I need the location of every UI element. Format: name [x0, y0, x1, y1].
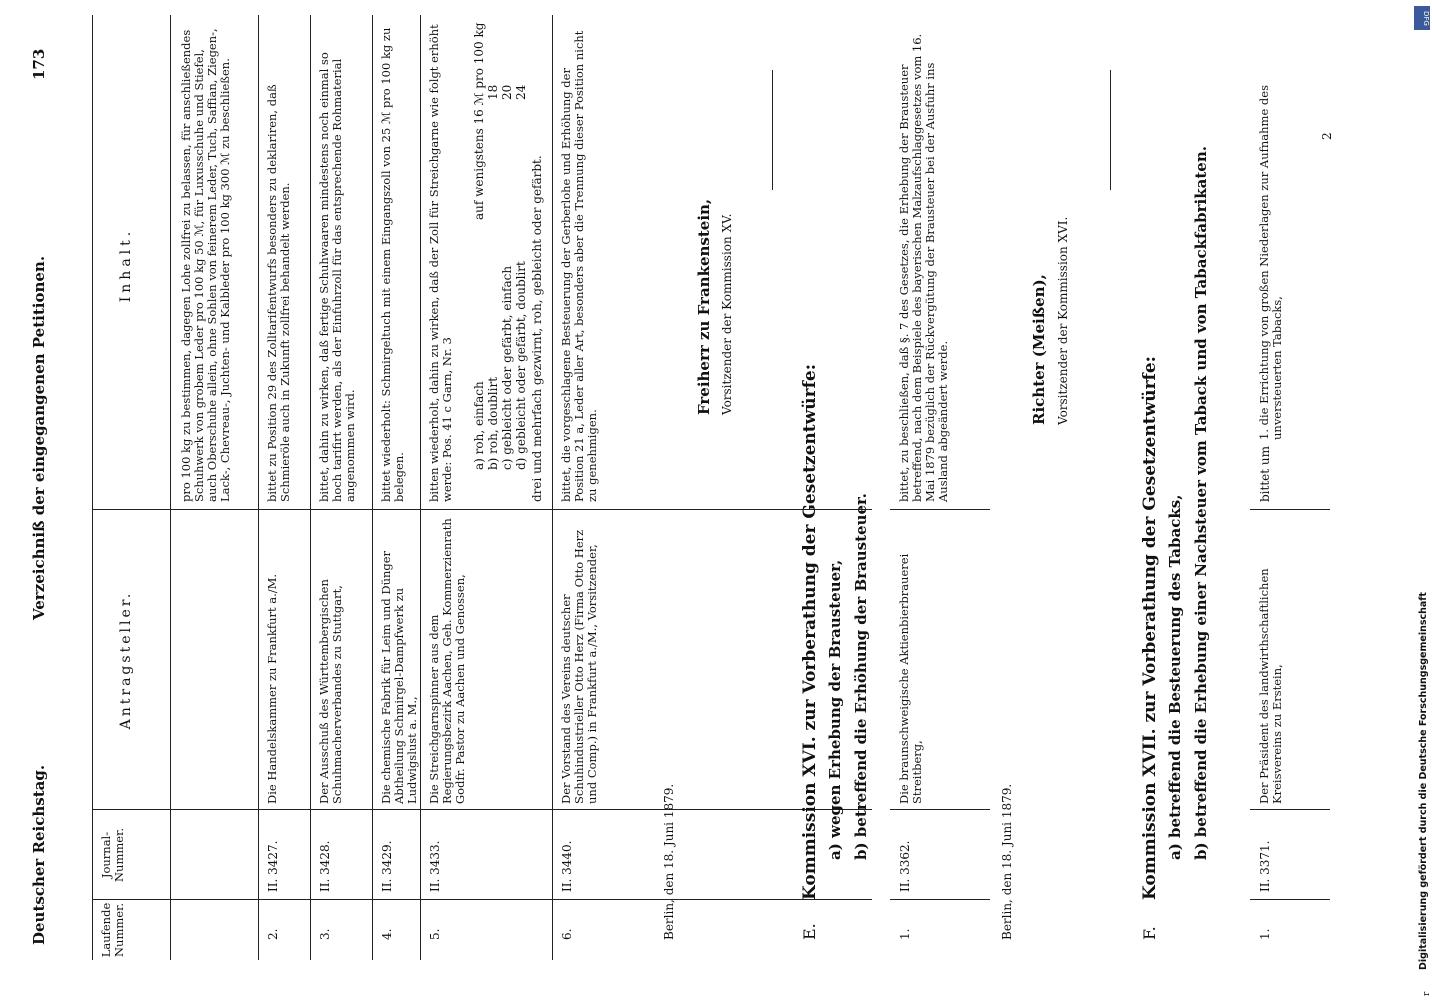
row-antragsteller: Der Ausschuß des Württembergischen Schuhmacherverbandes zu Stuttgart, [317, 579, 344, 804]
row-journal: II. 3427. [266, 840, 280, 892]
row-inhalt-intro: bittet um [1258, 445, 1272, 502]
row-inhalt: bittet, dahin zu wirken, daß fertige Schuhwaaren mindestens noch einmal so hoch tarifirt werden, als der Einfuhrzoll für das entsprechende Rohmaterial angenommen wird. [317, 52, 357, 502]
corner-mark: r [1422, 991, 1432, 996]
signature-role: Vorsitzender der Kommission XV. [720, 213, 734, 415]
garn-item-label: c) gebleicht oder gefärbt, einfach [500, 265, 514, 470]
row-antragsteller: Die chemische Fabrik für Leim und Dünger Abtheilung Schmirgel-Dampfwerk zu Ludwigslust a. M., [379, 550, 419, 804]
garn-item-value: 24 [514, 84, 528, 100]
col-header-lfd: Laufende Nummer. [99, 902, 126, 958]
col-divider-2 [92, 809, 872, 810]
col-divider-1 [890, 899, 990, 900]
row-journal: II. 3440. [560, 840, 574, 892]
col-divider-2 [890, 809, 990, 810]
page-mark: 2 [1320, 132, 1334, 140]
signature-name: Freiherr zu Frankenstein, [695, 198, 713, 415]
col-divider-1 [92, 899, 872, 900]
col-divider-3 [1250, 509, 1330, 510]
section-title: Kommission XVI. zur Vorberathung der Gesetzentwürfe: [800, 364, 820, 900]
row-lfd: 4. [380, 928, 394, 940]
row-rule [372, 15, 373, 960]
garn-item-value: 20 [500, 84, 514, 100]
garn-item-label: b) roh, doublirt [486, 376, 500, 470]
row-journal: II. 3362. [898, 840, 912, 892]
separator-rule [772, 70, 773, 190]
col-divider-3 [890, 509, 990, 510]
row-journal: II. 3433. [428, 840, 442, 892]
section-item-a: a) betreffend die Besteuerung des Tabacks, [1166, 494, 1184, 860]
row-journal: II. 3428. [318, 840, 332, 892]
dfg-logo: DFG [1414, 6, 1430, 30]
header-title-left: Deutscher Reichstag. [30, 764, 48, 945]
garn-item-value: auf wenigstens 16 ℳ pro 100 kg [472, 22, 486, 220]
digitization-credit-text: Digitalisierung gefördert durch die Deutsche Forschungsgemeinschaft [1418, 592, 1429, 970]
row-lfd: 2. [266, 928, 280, 940]
col-divider-1 [1250, 899, 1330, 900]
row-lfd: 5. [428, 928, 442, 940]
row-inhalt: bittet, die vorgeschlagene Besteuerung der Gerberlohe und Erhöhung der Position 21 a, Leder aller Art, besonders aber die Trennung dieser Position nicht zu genehmigen. [559, 30, 599, 502]
row-rule [258, 15, 259, 960]
signature-name: Richter (Meißen), [1030, 274, 1048, 425]
garn-item-value: 18 [486, 84, 500, 100]
row-inhalt: bitten wiederholt, dahin zu wirken, daß der Zoll für Streichgarne wie folgt erhöht werde: Pos. 41 c Garn, Nr. 3 [427, 24, 454, 502]
row-antragsteller: Der Präsident des landwirthschaftlichen Kreisvereins zu Erstein, [1257, 568, 1284, 804]
garn-item-label: a) roh, einfach [472, 381, 486, 470]
col-header-inhalt: Inhalt. [118, 227, 134, 303]
col-divider-3 [92, 509, 872, 510]
row-antragsteller: Die braunschweigische Aktienbierbrauerei Streitberg, [897, 553, 924, 804]
section-label: F. [1140, 926, 1159, 940]
row-journal: II. 3371. [1258, 840, 1272, 892]
garn-note: drei und mehrfach gezwirnt, roh, gebleicht oder gefärbt. [530, 155, 544, 502]
row-antragsteller: Der Vorstand des Vereins deutscher Schuhindustrieller Otto Herz (Firma Otto Herz und Comp.) in Frankfurt a./M., Vorsitzender, [559, 529, 599, 804]
page-number: 173 [30, 48, 48, 80]
row-rule [310, 15, 311, 960]
table-top-rule [92, 15, 93, 960]
section-title: Kommission XVII. zur Vorberathung der Gesetzentwürfe: [1140, 356, 1160, 900]
section-label: E. [800, 923, 819, 940]
row-inhalt: bittet zu Position 29 des Zolltarifentwurfs besonders zu deklariren, daß Schmieröle auch in Zukunft zollfrei behandelt werden. [265, 84, 292, 502]
signature-role: Vorsitzender der Kommission XVI. [1056, 216, 1070, 425]
table-header-rule [170, 15, 171, 960]
col-header-journal: Journal-Nummer. [99, 828, 126, 882]
signature-date: Berlin, den 18. Juni 1879. [662, 783, 676, 940]
row-lfd: 6. [560, 928, 574, 940]
signature-date: Berlin, den 18. Juni 1879. [1000, 783, 1014, 940]
row-rule [552, 15, 553, 960]
row-rule [420, 15, 421, 960]
digitization-credit [1418, 10, 1432, 990]
row-antragsteller: Die Handelskammer zu Frankfurt a./M. [265, 573, 279, 804]
row-lfd: 1. [898, 928, 912, 940]
continuation-text: pro 100 kg zu bestimmen, dagegen Lohe zollfrei zu belassen, für anschließendes Schuhwerk von grobem Leder pro 100 kg 50 ℳ, für Luxusschuhe und Stiefel, auch Oberschuhe allein, ohne Sohlen von feinerem Leder, Tuch, Saffian, Ziegen-, Lack-, Chevreau-, Juchten- und Kalbleder pro 100 kg 300 ℳ zu beschließen. [179, 28, 232, 502]
row-lfd: 3. [318, 928, 332, 940]
garn-item-label: d) gebleicht oder gefärbt, doublirt [514, 261, 528, 470]
section-item-b: b) betreffend die Erhebung einer Nachsteuer vom Taback und von Tabackfabrikaten. [1192, 146, 1210, 860]
row-inhalt: bittet wiederholt: Schmirgeltuch mit einem Eingangszoll von 25 ℳ pro 100 kg zu belegen. [379, 27, 406, 502]
col-header-antragsteller: Antragsteller. [118, 590, 134, 730]
section-item-b: b) betreffend die Erhöhung der Brausteuer. [852, 493, 870, 860]
row-journal: II. 3429. [380, 840, 394, 892]
row-lfd: 1. [1258, 928, 1272, 940]
section-item-a: a) wegen Erhebung der Brausteuer, [826, 559, 844, 860]
row-inhalt: 1. die Errichtung von großen Niederlagen zur Aufnahme des unversteuerten Tabacks, [1257, 85, 1284, 440]
header-title-center: Verzeichniß der eingegangenen Petitionen. [30, 255, 48, 620]
row-antragsteller: Die Streichgarnspinner aus dem Regierungsbezirk Aachen, Geh. Kommerzienrath Godfr. Pastor zu Aachen und Genossen, [427, 518, 467, 804]
col-divider-2 [1250, 809, 1330, 810]
row-inhalt: bittet, zu beschließen, daß §. 7 des Gesetzes, die Erhebung der Brausteuer betreffend, nach dem Beispiele des bayerischen Malzaufschlaggesetzes vom 16. Mai 1879 bezüglich der Rückvergütung der Brausteuer bei der Ausfuhr ins Ausland abgeändert werde. [897, 33, 950, 502]
separator-rule [1110, 70, 1111, 190]
